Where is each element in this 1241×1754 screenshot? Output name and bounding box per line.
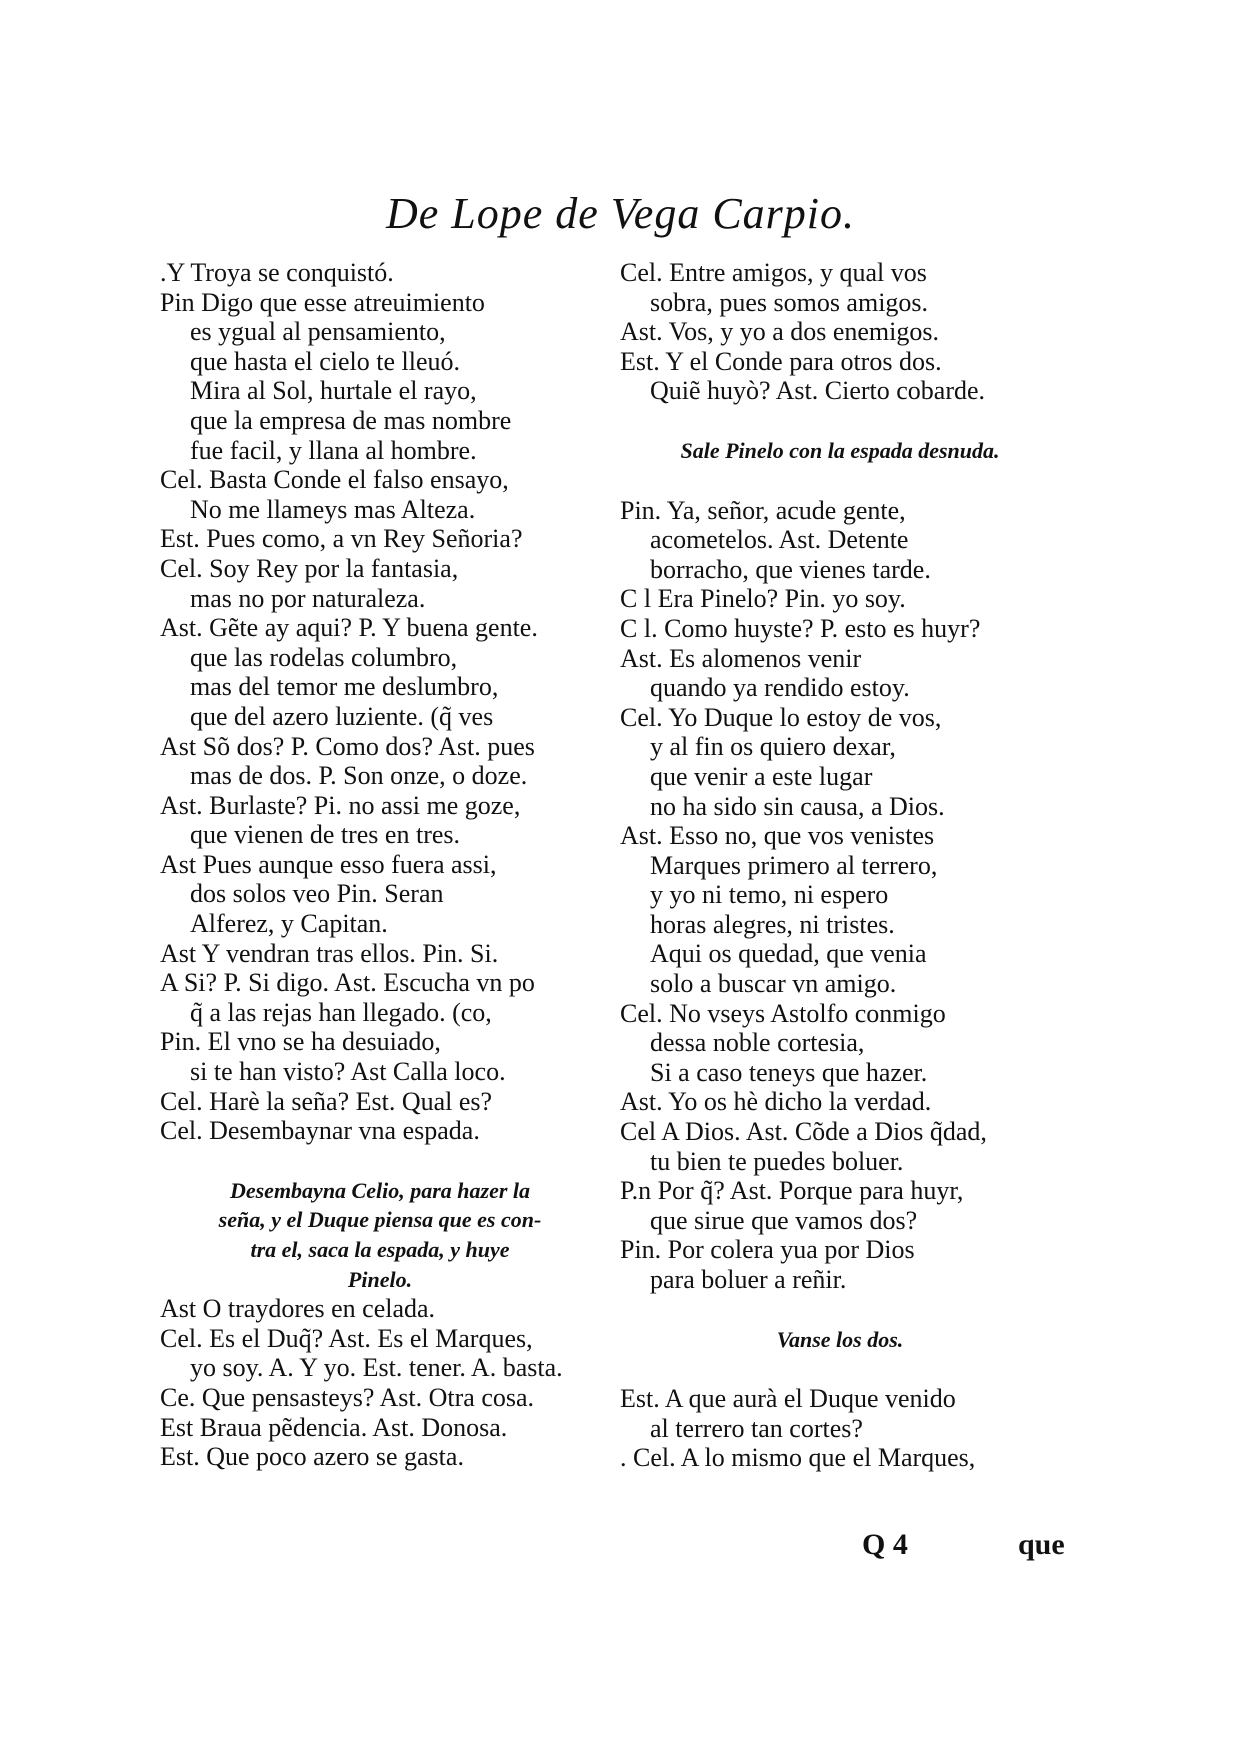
verse-line: q̃ a las rejas han llegado. (co,: [190, 997, 492, 1027]
verse-line: borracho, que vienes tarde.: [650, 554, 931, 584]
verse-line: Pin. Ya, señor, acude gente,: [620, 495, 906, 525]
verse-line: Ce. Que pensasteys? Ast. Otra cosa.: [160, 1382, 535, 1412]
verse-line: solo a buscar vn amigo.: [650, 969, 897, 999]
verse-line: no ha sido sin causa, a Dios.: [650, 791, 945, 821]
verse-line: Ast. Yo os hè dicho la verdad.: [620, 1087, 932, 1117]
verse-line: .Y Troya se conquistó.: [160, 258, 394, 287]
verse-line: Cel A Dios. Ast. Cõde a Dios q̃dad,: [620, 1117, 987, 1147]
verse-line: sobra, pues somos amigos.: [650, 287, 929, 317]
verse-line: Cel. Harè la seña? Est. Qual es?: [160, 1086, 493, 1116]
spacer: [160, 1146, 600, 1176]
verse-line: que las rodelas columbro,: [190, 642, 458, 672]
verse-line: Mira al Sol, hurtale el rayo,: [190, 376, 477, 406]
spacer: [620, 1295, 1060, 1325]
verse-line: Cel. Desembaynar vna espada.: [160, 1116, 480, 1146]
verse-line: Ast Sõ dos? P. Como dos? Ast. pues: [160, 731, 535, 761]
verse-line: horas alegres, ni tristes.: [650, 909, 895, 939]
page-footer: [0, 1528, 1241, 1568]
verse-line: que venir a este lugar: [650, 761, 873, 791]
stage-direction: seña, y el Duque piensa que es con-: [218, 1207, 542, 1233]
catchword: que: [1018, 1528, 1065, 1561]
verse-line: Cel. No vseys Astolfo conmigo: [620, 998, 946, 1028]
verse-line: Est. Que poco azero se gasta.: [160, 1442, 464, 1472]
left-column: [160, 258, 600, 1472]
verse-line: Cel. Soy Rey por la fantasia,: [160, 553, 459, 583]
verse-line: Ast. Vos, y yo a dos enemigos.: [620, 317, 939, 347]
verse-line: . Cel. A lo mismo que el Marques,: [620, 1443, 976, 1473]
verse-line: quando ya rendido estoy.: [650, 673, 910, 703]
stage-direction: Pinelo.: [347, 1266, 413, 1292]
verse-line: Cel. Entre amigos, y qual vos: [620, 258, 927, 287]
verse-line: Ast Pues aunque esso fuera assi,: [160, 849, 497, 879]
verse-line: Est. A que aurà el Duque venido: [620, 1384, 956, 1414]
verse-line: Cel. Basta Conde el falso ensayo,: [160, 465, 509, 495]
right-column: [620, 258, 1060, 1473]
verse-line: C l Era Pinelo? Pin. yo soy.: [620, 584, 906, 614]
verse-line: C l. Como huyste? P. esto es huyr?: [620, 613, 981, 643]
verse-line: y al fin os quiero dexar,: [650, 732, 896, 762]
verse-line: Si a caso teneys que hazer.: [650, 1057, 928, 1087]
verse-line: mas no por naturaleza.: [190, 583, 426, 613]
verse-line: Est Braua pẽdencia. Ast. Donosa.: [160, 1412, 508, 1442]
verse-line: y yo ni temo, ni espero: [650, 880, 889, 910]
verse-line: Cel. Es el Duq̃? Ast. Es el Marques,: [160, 1323, 533, 1353]
verse-line: fue facil, y llana al hombre.: [190, 435, 477, 465]
verse-line: que del azero luziente. (q̃ ves: [190, 701, 494, 731]
verse-line: Est. Pues como, a vn Rey Señoria?: [160, 524, 523, 554]
verse-line: que la empresa de mas nombre: [190, 405, 512, 435]
verse-line: Ast Y vendran tras ellos. Pin. Si.: [160, 938, 499, 968]
verse-line: Quiẽ huyò? Ast. Cierto cobarde.: [650, 376, 986, 406]
verse-line: que sirue que vamos dos?: [650, 1205, 918, 1235]
verse-line: Ast. Burlaste? Pi. no assi me goze,: [160, 790, 521, 820]
stage-direction: Sale Pinelo con la espada desnuda.: [680, 437, 1000, 463]
verse-line: yo soy. A. Y yo. Est. tener. A. basta.: [190, 1353, 563, 1383]
verse-line: dessa noble cortesia,: [650, 1028, 865, 1058]
verse-line: Aqui os quedad, que venia: [650, 939, 927, 969]
verse-line: Alferez, y Capitan.: [190, 909, 388, 939]
spacer: [620, 466, 1060, 496]
stage-direction: Desembayna Celio, para hazer la: [229, 1177, 531, 1203]
verse-line: que vienen de tres en tres.: [190, 820, 461, 850]
verse-line: Ast. Gẽte ay aqui? P. Y buena gente.: [160, 613, 538, 643]
verse-line: No me llameys mas Alteza.: [190, 494, 476, 524]
verse-line: A Si? P. Si digo. Ast. Escucha vn po: [160, 968, 535, 998]
verse-line: mas de dos. P. Son onze, o doze.: [190, 761, 528, 791]
verse-line: Pin Digo que esse atreuimiento: [160, 287, 485, 317]
verse-line: para boluer a reñir.: [650, 1265, 847, 1294]
verse-line: Ast O traydores en celada.: [160, 1294, 436, 1324]
running-head: De Lope de Vega Carpio.: [385, 189, 856, 238]
verse-line: Est. Y el Conde para otros dos.: [620, 346, 942, 376]
verse-line: al terrero tan cortes?: [650, 1413, 863, 1443]
verse-line: Pin. El vno se ha desuiado,: [160, 1027, 441, 1057]
verse-line: es ygual al pensamiento,: [190, 317, 446, 347]
verse-line: mas del temor me deslumbro,: [190, 672, 499, 702]
verse-line: Pin. Por colera yua por Dios: [620, 1235, 915, 1265]
verse-line: Cel. Yo Duque lo estoy de vos,: [620, 702, 942, 732]
verse-line: Ast. Esso no, que vos venistes: [620, 821, 935, 851]
stage-direction: Vanse los dos.: [776, 1326, 904, 1352]
verse-line: P.n Por q̃? Ast. Porque para huyr,: [620, 1176, 964, 1206]
spacer: [620, 406, 1060, 436]
verse-line: Ast. Es alomenos venir: [620, 643, 862, 673]
verse-line: acometelos. Ast. Detente: [650, 525, 909, 555]
spacer: [620, 1354, 1060, 1384]
verse-line: Marques primero al terrero,: [650, 850, 938, 880]
signature-mark: Q 4: [862, 1528, 908, 1561]
verse-line: dos solos veo Pin. Seran: [190, 879, 444, 909]
stage-direction: tra el, saca la espada, y huye: [250, 1237, 510, 1262]
verse-line: si te han visto? Ast Calla loco.: [190, 1057, 506, 1087]
verse-line: tu bien te puedes boluer.: [650, 1146, 904, 1176]
verse-line: que hasta el cielo te lleuó.: [190, 346, 461, 376]
